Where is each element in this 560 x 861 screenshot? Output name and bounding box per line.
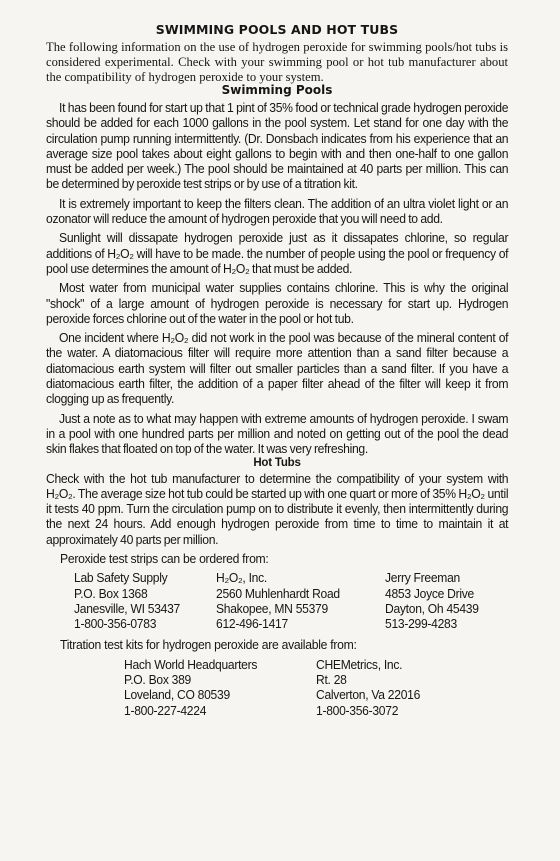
pool-paragraph: Just a note as to what may happen with extreme amounts of hydrogen peroxide. I swam in a pool with one hundred parts per million and noted on getting out of the pool the dead skin flakes that floated on top of the water. It was very refreshing.: [46, 410, 509, 457]
test-strip-suppliers: [46, 570, 508, 633]
supplier-address: Jerry Freeman 4853 Joyce Drive Dayton, Oh 45439 513-299-4283: [385, 570, 479, 632]
titration-kits-lead: Titration test kits for hydrogen peroxide are available from:: [60, 637, 357, 653]
supplier-address: Hach World Headquarters P.O. Box 389 Loveland, CO 80539 1-800-227-4224: [124, 656, 258, 718]
supplier-address: CHEMetrics, Inc. Rt. 28 Calverton, Va 22016 1-800-356-3072: [316, 656, 421, 718]
page-title: SWIMMING POOLS AND HOT TUBS: [155, 22, 399, 37]
pool-paragraph: It has been found for start up that 1 pint of 35% food or technical grade hydrogen peroxide should be added for each 1000 gallons in the pool system. Let stand for one day with the circulation pump running intermittently. (Dr. Donsbach indicates from his experience that an average size pool takes about eight gallons to begin with and then one-half to one gallon must be added per week.) The pool should be maintained at 40 parts per million. This can be determined by peroxide test strips or by use of a titration kit.: [46, 100, 509, 192]
supplier-address: H₂O₂, Inc. 2560 Muhlenhardt Road Shakopee, MN 55379 612-496-1417: [216, 570, 340, 632]
section-heading-hot-tubs: Hot Tubs: [253, 456, 301, 469]
pool-paragraph: Sunlight will dissapate hydrogen peroxide just as it dissapates chlorine, so regular additions of H₂O₂ will have to be made. the number of people using the pool or frequency of pool use determines the amount of H₂O₂ that must be added.: [46, 230, 509, 276]
section-heading-swimming-pools: Swimming Pools: [221, 83, 333, 97]
hot-tub-paragraph: Check with the hot tub manufacturer to determine the compatibility of your system with H₂O₂. The average size hot tub could be started up with one quart or more of 35% H₂O₂ until it tests 40 ppm. Turn the circulation pump on to distribute it evenly, then intermittently during the next 24 hours. Add enough hydrogen peroxide from time to time to maintain it at approximately 40 parts per million.: [46, 470, 509, 547]
pool-paragraph: Most water from municipal water supplies contains chlorine. This is why the original "shock" of a large amount of hydrogen peroxide is necessary for start up. Hydrogen peroxide forces chlorine out of the water in the pool or hot tub.: [46, 280, 509, 326]
pool-paragraph: One incident where H₂O₂ did not work in the pool was because of the mineral content of the water. A diatomacious filter will require more attention than a sand filter because a diatomacious earth system will filter out smaller particles than a sand filter. If you have a diatomacious earth filter, the addition of a paper filter ahead of the filter will keep it from clogging up as frequently.: [46, 330, 509, 407]
titration-kit-suppliers: [46, 657, 508, 720]
test-strips-lead: Peroxide test strips can be ordered from:: [60, 551, 269, 567]
document-page: [46, 22, 508, 720]
pool-paragraph: It is extremely important to keep the filters clean. The addition of an ultra violet light or an ozonator will reduce the amount of hydrogen peroxide that you will need to add.: [46, 195, 509, 227]
supplier-address: Lab Safety Supply P.O. Box 1368 Janesville, WI 53437 1-800-356-0783: [74, 570, 180, 632]
intro-paragraph: The following information on the use of hydrogen peroxide for swimming pools/hot tubs is considered experimental. Check with your swimming pool or hot tub manufacturer about the compatibility of hydrogen peroxide to your system.: [46, 40, 508, 84]
